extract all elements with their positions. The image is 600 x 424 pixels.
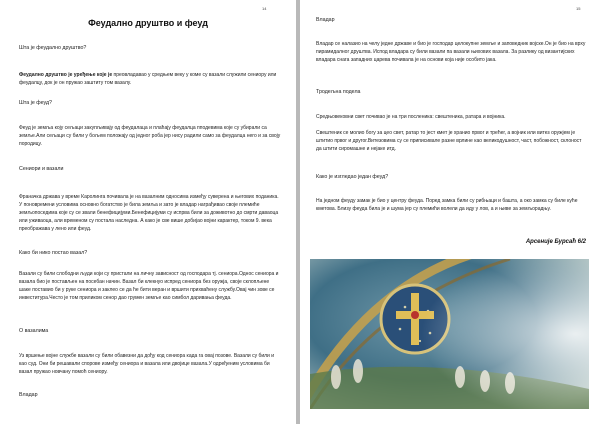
paragraph: Средњовековни свет почивао је на три посленика: свештеника, ратара и војника. — [316, 114, 506, 120]
section-heading: О вазалима — [19, 328, 49, 334]
paragraph: Уз вршење војне службе вазали су били обавезни да дођу код сениора када га овај позове. Вазали су били и као суд. Они би решавали спорове између сениора и вазала или двојице вазала.У одређеним условима би вазал пружао новчану помоћ сениору. — [19, 353, 275, 375]
paragraph: На једном феуду замак је био у центру феуда. Поред замка били су рибњаци и башта, а око замка су биле куће кметова. Близу феуда била је и шума јер су племићи волели да иду у лов, а и њиве за земљорадњу. — [316, 198, 578, 212]
section-heading: Сениори и вазали — [19, 166, 64, 172]
section-heading: Владар — [19, 392, 38, 398]
paragraph: Владар се налазио на челу једне државе и био је господар целокупне земље и заповедник војске.Он је био на врху пирамидалног друштва. Испод владара су били вазали па вазали њихових вазала. За разлику од византијских владара снага западних царева почивала је на основи која није особито јака. — [316, 41, 586, 63]
paragraph: Франачка држава у време Каролинга почивала је на вазалним односима између суверена и његових поданика. У поновремени условима основно богатство је била земља и зато је владар награђивао своје племиће земљопоседима које су се звали бенефицијуми.Бенефицијуми су испрва били за доживотно до смрти даваоца или уживаоца, али временом су постала наследна. А како је све више добијао војни карактер, током 9. века преображава у лено или феуд. — [19, 194, 279, 232]
paragraph — [19, 71, 281, 87]
question-heading: Како је изгледао један феуд? — [316, 174, 389, 180]
paragraph: Вазали су били слободни људи који су пристали на личну зависност од господара тј. сениора.Однос сениора и вазала био је постављен на посебан начин. Вазал би клекнуо испред сениора без оружја, своје склопљене шаке поставио би у руке сениора и заклео се да ће бити веран и вршити прихваћену службу.Овај чин зове се инвеститура.Често је том приликом сенор дао грумен земље као симбол даривања феуда. — [19, 271, 279, 301]
paragraph: Свештеник се молио богу за цео свет, ратар то јест кмет је хранио првог и трећег, а војник или витез оружјем је штитио првог и другог.Витезовима су се приписивале разне врлине као великодушност, част, побожност, склоност да штити сиромашне и нејаке итд. — [316, 130, 582, 152]
left-page — [0, 0, 296, 424]
right-page — [300, 0, 600, 424]
page-number: 14 — [262, 6, 267, 11]
author-signature: Арсеније Бурсаћ 6/2 — [525, 239, 586, 245]
question-heading: Шта је феуд? — [19, 100, 52, 106]
question-heading: Како би нико постао вазал? — [19, 250, 88, 256]
bold-lead: Феудално друштво је уређење које је — [19, 72, 113, 78]
paragraph-text: преовладавао у средњем веку у коме су вазали служили сениору или феудалцу, док је он пружао заштиту том вазалу. — [19, 72, 277, 86]
page-title: Феудално друштво и феуд — [88, 18, 208, 28]
mosaic-image — [310, 259, 589, 409]
section-heading: Тродељна подела — [316, 89, 361, 95]
page-number: 15 — [576, 6, 581, 11]
section-heading: Владар — [316, 17, 335, 23]
paragraph: Феуд је земља коју сељаци закупљивају од феудалаца и плаћају феудалца пподевима које су убирали са земље.Али сељаци су били у бољем положају од једног роба јер нису радили само за феудалца него и за своју породицу. — [19, 125, 281, 147]
mosaic-cross-icon — [310, 259, 589, 409]
question-heading: Шта је феудално друштво? — [19, 45, 87, 51]
